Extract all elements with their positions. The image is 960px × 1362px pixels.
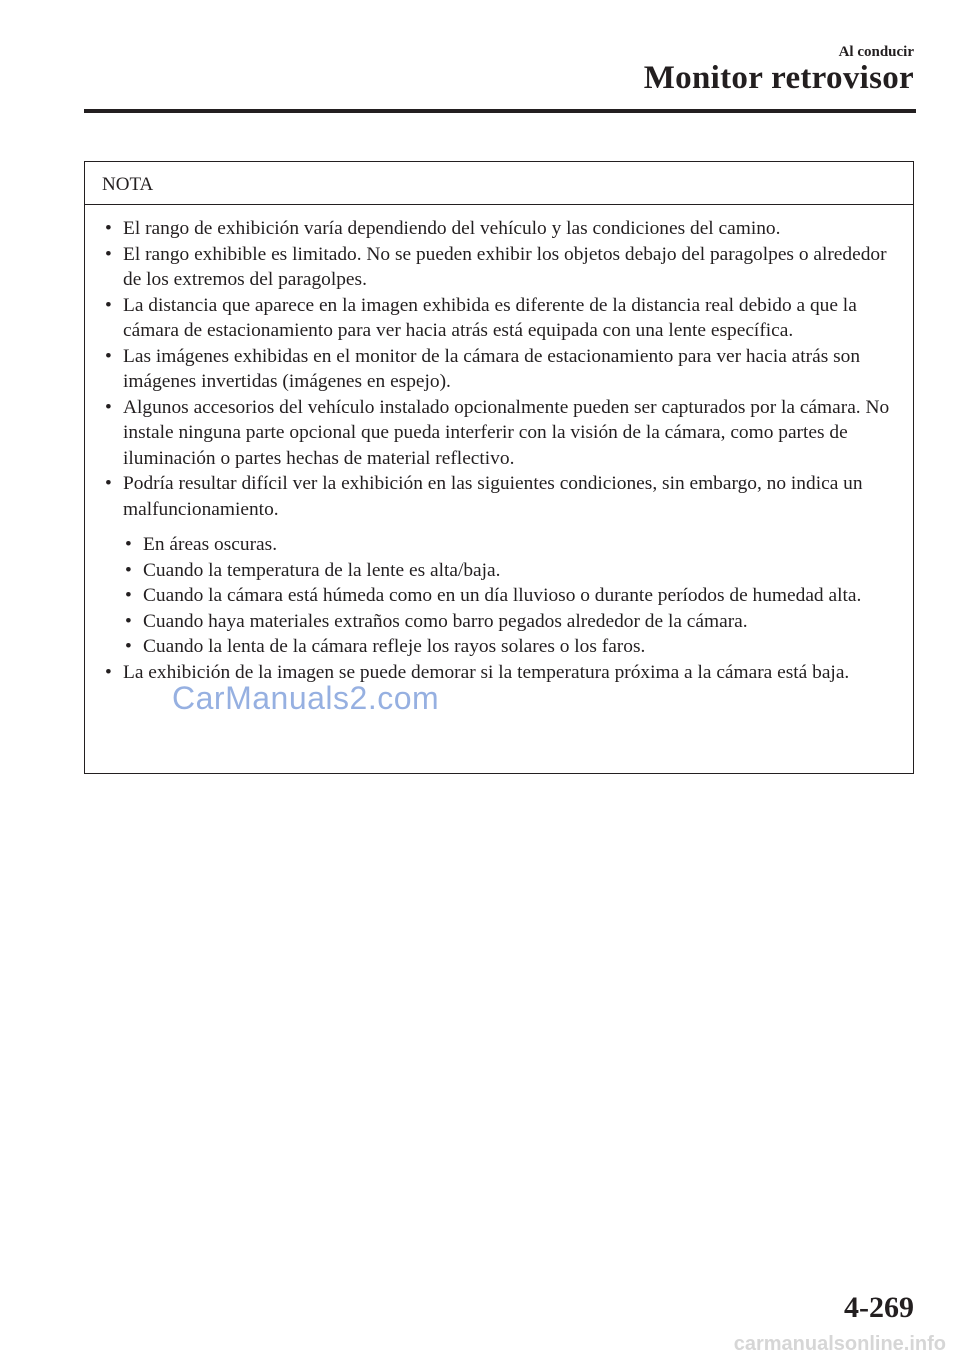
condition-item-text: Cuando la temperatura de la lente es alta/baja.	[143, 559, 501, 581]
note-item-text: Podría resultar difícil ver la exhibición en las siguientes condiciones, sin embargo, no indica un malfuncionamiento.	[123, 473, 863, 520]
condition-item	[119, 583, 903, 609]
bullet-icon: •	[125, 585, 132, 606]
note-item-text: El rango de exhibición varía dependiendo del vehículo y las condiciones del camino.	[123, 218, 781, 239]
conditions-list	[99, 532, 903, 660]
bullet-icon: •	[105, 473, 112, 494]
bullet-icon: •	[125, 559, 132, 581]
condition-item-text: Cuando la cámara está húmeda como en un día lluvioso o durante períodos de humedad alta.	[143, 585, 862, 606]
bullet-icon: •	[105, 661, 112, 683]
note-item-text: La exhibición de la imagen se puede demorar si la temperatura próxima a la cámara está baja.	[123, 661, 850, 683]
condition-item-text: Cuando la lenta de la cámara refleje los rayos solares o los faros.	[143, 636, 646, 657]
note-item	[99, 471, 903, 522]
condition-item-text: Cuando haya materiales extraños como barro pegados alrededor de la cámara.	[143, 610, 748, 632]
bullet-icon: •	[105, 294, 112, 316]
note-body	[85, 205, 913, 685]
note-item	[99, 242, 903, 293]
condition-item	[119, 634, 903, 660]
note-item-text: La distancia que aparece en la imagen exhibida es diferente de la distancia real debido a que la cámara de estacionamiento para ver hacia atrás está equipada con una lente específica.	[123, 294, 857, 341]
bullet-icon: •	[105, 396, 112, 418]
bullet-icon: •	[125, 534, 132, 555]
bullet-icon: •	[105, 218, 112, 239]
bullet-icon: •	[105, 243, 112, 265]
condition-item-text: En áreas oscuras.	[143, 534, 278, 555]
bullet-icon: •	[125, 610, 132, 632]
condition-item	[119, 558, 903, 584]
page-title: Monitor retrovisor	[643, 60, 914, 96]
page-number: 4-269	[844, 1291, 914, 1324]
note-item-text: Las imágenes exhibidas en el monitor de la cámara de estacionamiento para ver hacia atrás son imágenes invertidas (imágenes en espejo).	[123, 345, 861, 392]
section-label: Al conducir	[838, 44, 914, 60]
note-heading: NOTA	[85, 162, 913, 205]
note-item	[99, 293, 903, 344]
note-item	[99, 216, 903, 242]
bullet-icon: •	[105, 345, 112, 367]
bullet-icon: •	[125, 636, 132, 657]
condition-item	[119, 609, 903, 635]
watermark: CarManuals2.com	[172, 680, 440, 716]
note-item	[99, 395, 903, 472]
header-divider	[84, 109, 916, 113]
footer-watermark: carmanualsonline.info	[733, 1333, 946, 1355]
note-item	[99, 344, 903, 395]
condition-item	[119, 532, 903, 558]
note-item-text: El rango exhibible es limitado. No se pueden exhibir los objetos debajo del paragolpes o alrededor de los extremos del paragolpes.	[123, 243, 887, 290]
note-item-text: Algunos accesorios del vehículo instalado opcionalmente pueden ser capturados por la cámara. No instale ninguna parte opcional que pueda interferir con la visión de la cámara, como partes de iluminación o partes hechas de material reflectivo.	[123, 396, 890, 469]
